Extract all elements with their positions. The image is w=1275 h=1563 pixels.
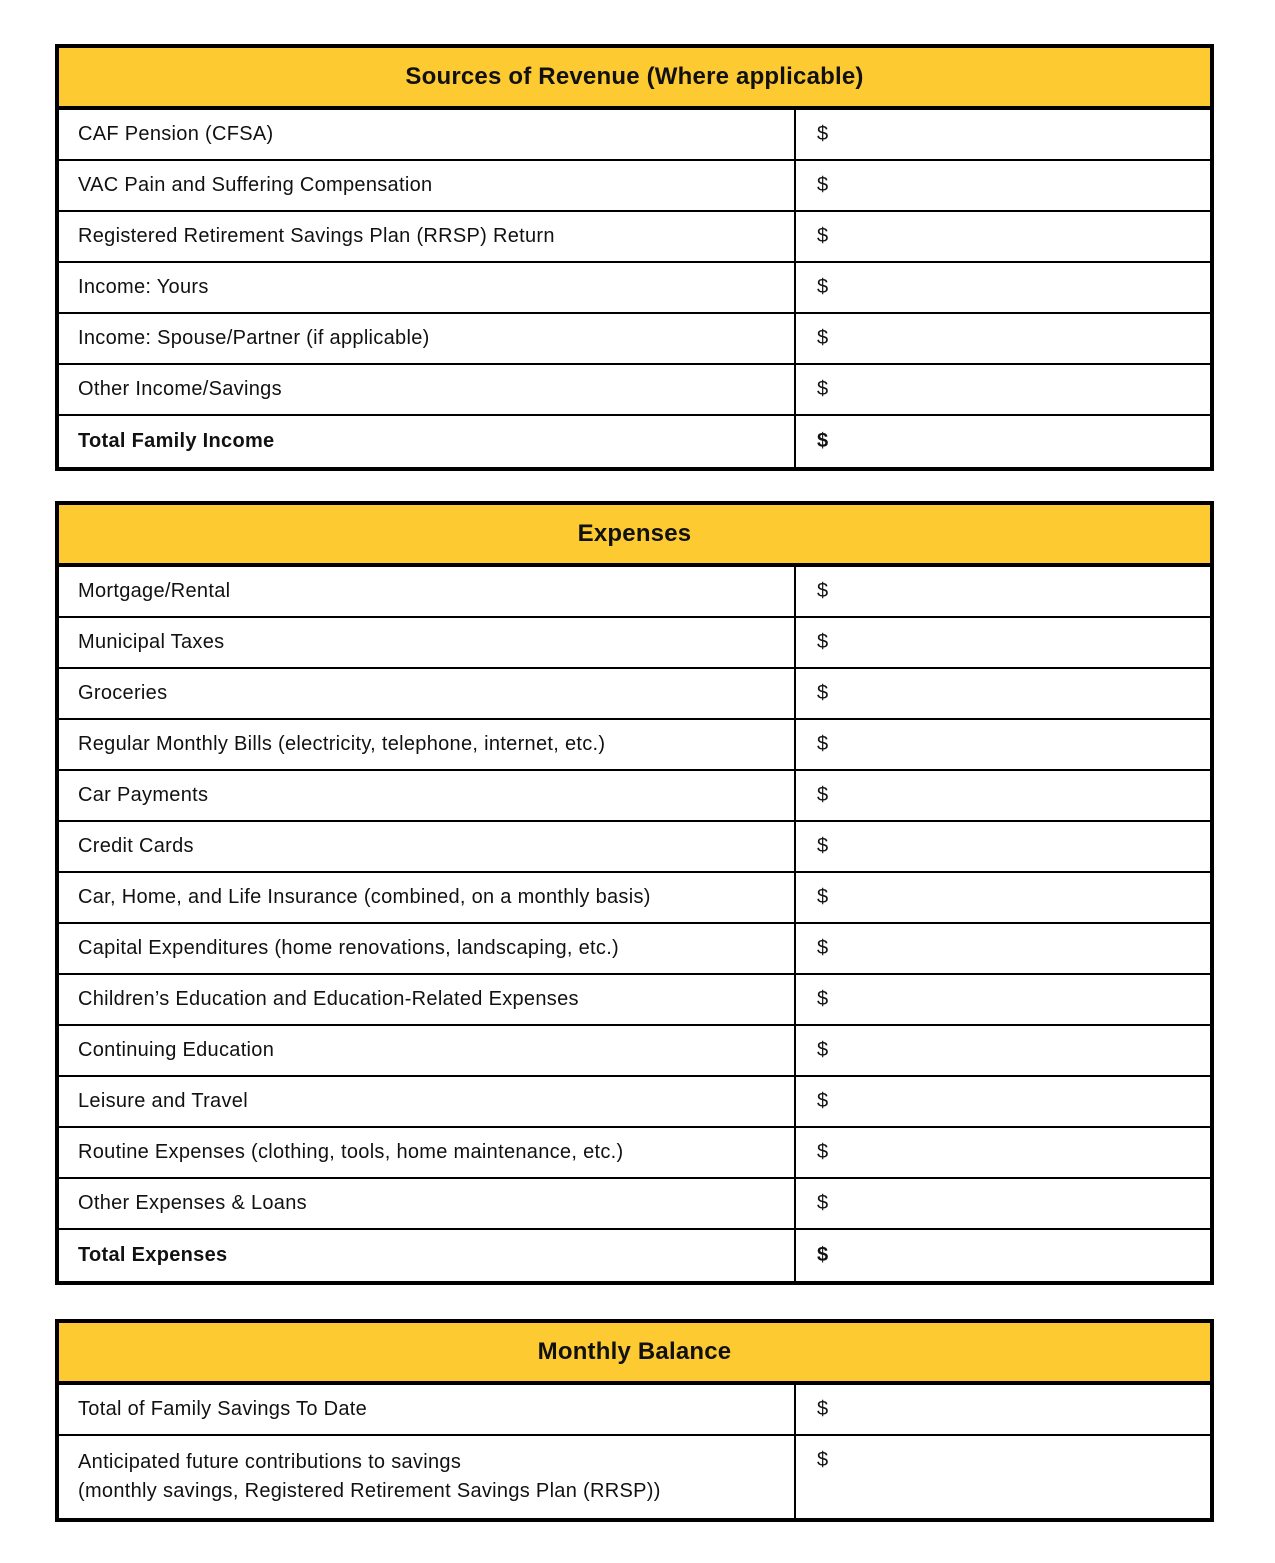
expense-label: Other Expenses & Loans — [59, 1179, 796, 1228]
revenue-amount-field[interactable]: $ — [817, 225, 829, 247]
expense-amount-field[interactable]: $ — [817, 733, 829, 755]
total-row — [59, 416, 1210, 467]
total-family-income-field[interactable]: $ — [817, 430, 829, 452]
table-row — [59, 212, 1210, 263]
expense-label: Car Payments — [59, 771, 796, 820]
revenue-label: Income: Yours — [59, 263, 796, 312]
table-row — [59, 567, 1210, 618]
family-savings-label: Total of Family Savings To Date — [59, 1385, 796, 1434]
table-row — [59, 924, 1210, 975]
table-row — [59, 1026, 1210, 1077]
table-row — [59, 1077, 1210, 1128]
revenue-label: CAF Pension (CFSA) — [59, 110, 796, 159]
expense-label: Car, Home, and Life Insurance (combined, on a monthly basis) — [59, 873, 796, 922]
table-row — [59, 618, 1210, 669]
revenue-table — [55, 44, 1214, 471]
expenses-table-title: Expenses — [59, 505, 1210, 567]
expense-amount-field[interactable]: $ — [817, 1192, 829, 1214]
table-row — [59, 771, 1210, 822]
total-family-income-label: Total Family Income — [59, 416, 796, 467]
expense-amount-field[interactable]: $ — [817, 1141, 829, 1163]
total-expenses-field[interactable]: $ — [817, 1244, 829, 1266]
expense-label: Municipal Taxes — [59, 618, 796, 667]
monthly-balance-table — [55, 1319, 1214, 1522]
total-expenses-label: Total Expenses — [59, 1230, 796, 1281]
expense-amount-field[interactable]: $ — [817, 1039, 829, 1061]
table-row — [59, 975, 1210, 1026]
revenue-label: Income: Spouse/Partner (if applicable) — [59, 314, 796, 363]
revenue-amount-field[interactable]: $ — [817, 123, 829, 145]
table-row — [59, 1436, 1210, 1518]
anticipated-contributions-line1: Anticipated future contributions to savings — [78, 1451, 462, 1473]
monthly-balance-title: Monthly Balance — [59, 1323, 1210, 1385]
table-row — [59, 873, 1210, 924]
expense-amount-field[interactable]: $ — [817, 835, 829, 857]
expense-amount-field[interactable]: $ — [817, 886, 829, 908]
table-row — [59, 161, 1210, 212]
revenue-label: Other Income/Savings — [59, 365, 796, 414]
expense-label: Leisure and Travel — [59, 1077, 796, 1126]
total-row — [59, 1230, 1210, 1281]
revenue-table-title: Sources of Revenue (Where applicable) — [59, 48, 1210, 110]
revenue-amount-field[interactable]: $ — [817, 378, 829, 400]
expense-amount-field[interactable]: $ — [817, 631, 829, 653]
expense-label: Groceries — [59, 669, 796, 718]
revenue-label: VAC Pain and Suffering Compensation — [59, 161, 796, 210]
expenses-table — [55, 501, 1214, 1285]
expense-label: Continuing Education — [59, 1026, 796, 1075]
expense-label: Regular Monthly Bills (electricity, telephone, internet, etc.) — [59, 720, 796, 769]
anticipated-contributions-line2: (monthly savings, Registered Retirement Savings Plan (RRSP)) — [78, 1480, 661, 1502]
expense-label: Mortgage/Rental — [59, 567, 796, 616]
table-row — [59, 1128, 1210, 1179]
expense-amount-field[interactable]: $ — [817, 682, 829, 704]
revenue-label: Registered Retirement Savings Plan (RRSP) Return — [59, 212, 796, 261]
revenue-amount-field[interactable]: $ — [817, 174, 829, 196]
revenue-amount-field[interactable]: $ — [817, 327, 829, 349]
revenue-amount-field[interactable]: $ — [817, 276, 829, 298]
anticipated-contributions-field[interactable]: $ — [817, 1449, 829, 1471]
table-row — [59, 110, 1210, 161]
table-row — [59, 365, 1210, 416]
expense-amount-field[interactable]: $ — [817, 580, 829, 602]
anticipated-contributions-label — [59, 1436, 796, 1518]
expense-label: Routine Expenses (clothing, tools, home maintenance, etc.) — [59, 1128, 796, 1177]
table-row — [59, 1179, 1210, 1230]
table-row — [59, 1385, 1210, 1436]
table-row — [59, 263, 1210, 314]
expense-amount-field[interactable]: $ — [817, 784, 829, 806]
table-row — [59, 720, 1210, 771]
table-row — [59, 314, 1210, 365]
expense-amount-field[interactable]: $ — [817, 1090, 829, 1112]
expense-amount-field[interactable]: $ — [817, 937, 829, 959]
table-row — [59, 822, 1210, 873]
expense-label: Capital Expenditures (home renovations, landscaping, etc.) — [59, 924, 796, 973]
expense-label: Children’s Education and Education-Related Expenses — [59, 975, 796, 1024]
expense-amount-field[interactable]: $ — [817, 988, 829, 1010]
table-row — [59, 669, 1210, 720]
expense-label: Credit Cards — [59, 822, 796, 871]
family-savings-field[interactable]: $ — [817, 1398, 829, 1420]
